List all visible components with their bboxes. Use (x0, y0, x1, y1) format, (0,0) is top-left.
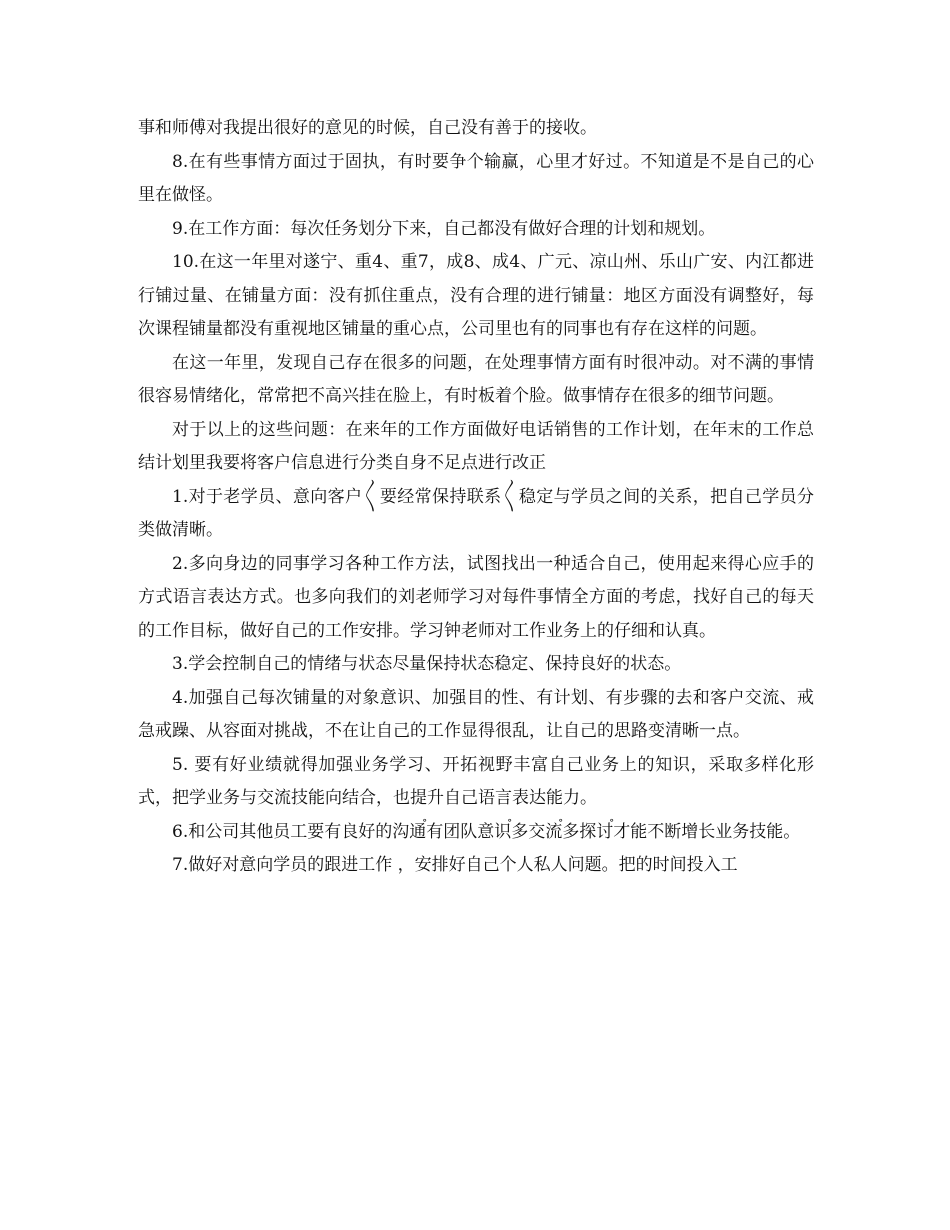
paragraph-3: 9.在工作方面：每次任务划分下来，自己都没有做好合理的计划和规划。 (172, 218, 716, 239)
paragraph-5: 在这一年里，发现自己存在很多的问题，在处理事情方面有时很冲动。对不满的事情很容易情绪化，常常把不高兴挂在脸上，有时板着个脸。做事情存在很多的细节问题。 (138, 352, 814, 406)
document-page (138, 112, 814, 883)
paragraph-8: 2.多向身边的同事学习各种工作方法，试图找出一种适合自己，使用起来得心应手的方式语言表达方式。也多向我们的刘老师学习对每件事情全方面的考虑，找好自己的每天的工作目标，做好自己的工作安排。学习钟老师对工作业务上的仔细和认真。 (138, 553, 814, 641)
paragraph-12: 6.和公司其他员工要有良好的沟通〬有团队意识〬多交流〬多探讨〬才能不断增长业务技能。 (172, 821, 801, 842)
paragraph-4: 10.在这一年里对遂宁、重4、重7，成8、成4、广元、凉山州、乐山广安、内江都进行铺过量、在铺量方面：没有抓住重点，没有合理的进行铺量：地区方面没有调整好，每次课程铺量都没有重视地区铺量的重心点，公司里也有的同事也有存在这样的问题。 (138, 252, 814, 339)
paragraph-1: 事和师傅对我提出很好的意见的时候，自己没有善于的接收。 (138, 118, 597, 138)
paragraph-13: 7.做好对意向学员的跟进工作 ，安排好自己个人私人问题。把的时间投入工 (172, 855, 738, 875)
paragraph-11: 5. 要有好业绩就得加强业务学习、开拓视野丰富自己业务上的知识，采取多样化形式，把学业务与交流技能向结合，也提升自己语言表达能力。 (138, 754, 814, 808)
paragraph-10: 4.加强自己每次铺量的对象意识、加强目的性、有计划、有步骤的去和客户交流、戒急戒躁、从容面对挑战，不在让自己的工作显得很乱，让自己的思路变清晰一点。 (138, 687, 814, 741)
paragraph-7: 1.对于老学员、意向客户〱要经常保持联系〱稳定与学员之间的关系，把自己学员分类做清晰。 (138, 486, 814, 540)
paragraph-9: 3.学会控制自己的情绪与状态尽量保持状态稳定、保持良好的状态。 (172, 654, 682, 674)
paragraph-2: 8.在有些事情方面过于固执，有时要争个输赢，心里才好过。不知道是不是自己的心里在做怪。 (138, 151, 814, 205)
paragraph-6: 对于以上的这些问题：在来年的工作方面做好电话销售的工作计划，在年末的工作总结计划里我要将客户信息进行分类自身不足点进行改正 (138, 419, 814, 473)
